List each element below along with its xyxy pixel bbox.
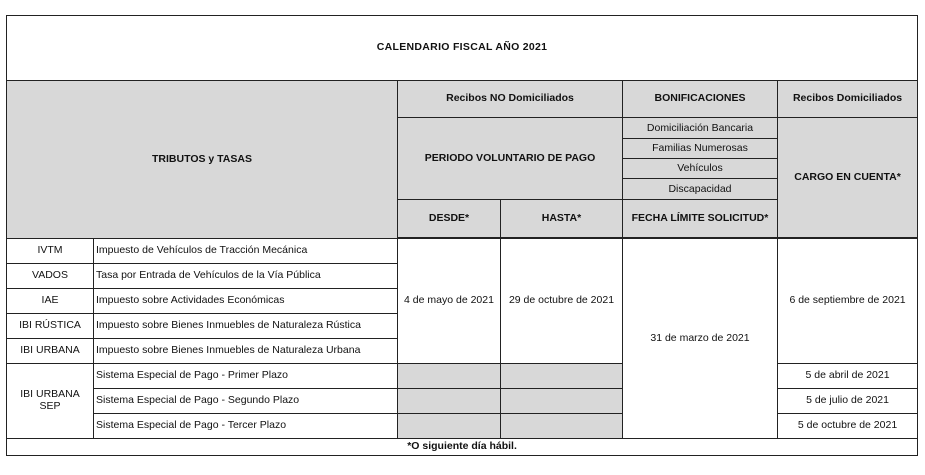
empty-cell (398, 389, 501, 414)
row-description: Impuesto sobre Bienes Inmuebles de Naturaleza Urbana (94, 339, 398, 364)
hasta-date: 29 de octubre de 2021 (501, 239, 623, 364)
bonificaciones-header: BONIFICACIONES (623, 81, 778, 118)
desde-date: 4 de mayo de 2021 (398, 239, 501, 364)
cargo-en-cuenta-header: CARGO EN CUENTA* (778, 118, 918, 238)
row-code: IBI URBANA (7, 339, 94, 364)
table-row (7, 239, 918, 264)
hasta-header: HASTA* (501, 200, 623, 238)
fecha-limite-header: FECHA LÍMITE SOLICITUD* (623, 200, 778, 238)
empty-cell (398, 364, 501, 389)
bonif-discapacidad: Discapacidad (668, 182, 732, 195)
row-code: IBI RÚSTICA (7, 314, 94, 339)
bonificaciones-list (623, 118, 778, 200)
table-row (7, 389, 918, 414)
cargo-date: 5 de julio de 2021 (778, 389, 918, 414)
row-code: VADOS (7, 264, 94, 289)
row-description: Impuesto sobre Actividades Económicas (94, 289, 398, 314)
row-description: Impuesto sobre Bienes Inmuebles de Naturaleza Rústica (94, 314, 398, 339)
row-description: Sistema Especial de Pago - Primer Plazo (94, 364, 398, 389)
bonif-domiciliacion: Domiciliación Bancaria (623, 119, 777, 139)
footnote: *O siguiente día hábil. (7, 439, 918, 456)
fiscal-calendar-table (6, 15, 918, 456)
empty-cell (501, 389, 623, 414)
table-row (7, 414, 918, 439)
cargo-date: 6 de septiembre de 2021 (778, 239, 918, 364)
bonif-familias: Familias Numerosas (623, 139, 777, 159)
empty-cell (501, 364, 623, 389)
table-row (7, 364, 918, 389)
empty-cell (501, 414, 623, 439)
row-description: Impuesto de Vehículos de Tracción Mecánica (94, 239, 398, 264)
fecha-limite-date: 31 de marzo de 2021 (623, 239, 778, 439)
sep-code: IBI URBANA SEP (7, 364, 94, 439)
domiciliados-header: Recibos Domiciliados (778, 81, 918, 118)
no-domiciliados-header: Recibos NO Domiciliados (398, 81, 623, 118)
cargo-date: 5 de abril de 2021 (778, 364, 918, 389)
bonif-vehiculos: Vehículos (623, 159, 777, 179)
row-description: Sistema Especial de Pago - Segundo Plazo (94, 389, 398, 414)
tributos-header: TRIBUTOS y TASAS (7, 81, 398, 239)
row-description: Sistema Especial de Pago - Tercer Plazo (94, 414, 398, 439)
fiscal-calendar (6, 15, 917, 456)
page-title: CALENDARIO FISCAL AÑO 2021 (7, 16, 918, 81)
row-code: IVTM (7, 239, 94, 264)
desde-header: DESDE* (398, 200, 501, 238)
row-description: Tasa por Entrada de Vehículos de la Vía Pública (94, 264, 398, 289)
cargo-date: 5 de octubre de 2021 (778, 414, 918, 439)
row-code: IAE (7, 289, 94, 314)
periodo-voluntario-header: PERIODO VOLUNTARIO DE PAGO (398, 118, 623, 200)
empty-cell (398, 414, 501, 439)
